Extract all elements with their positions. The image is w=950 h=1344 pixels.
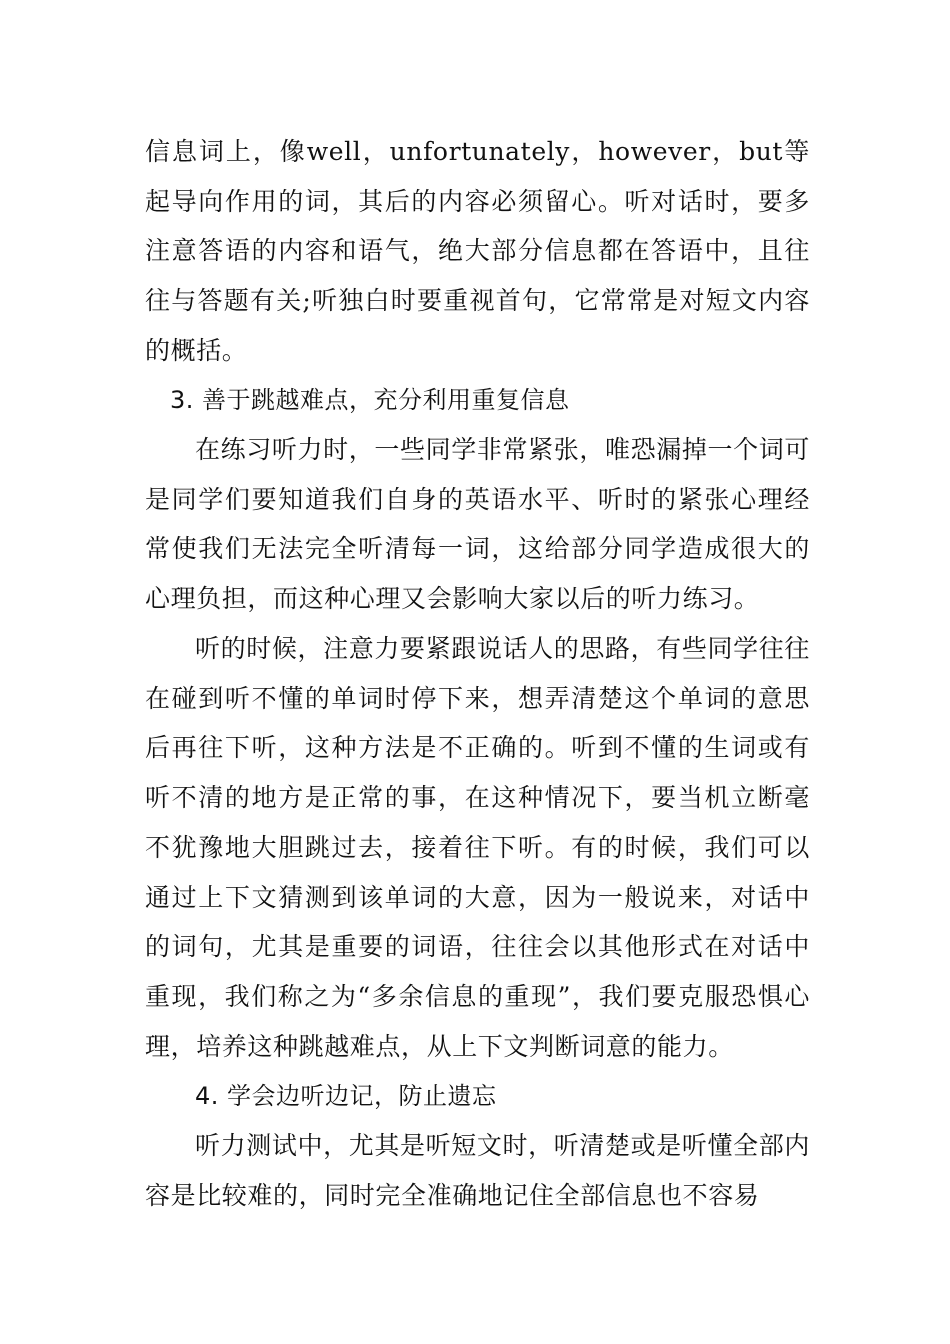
- paragraph-skip-difficulties: 听的时候，注意力要紧跟说话人的思路，有些同学往往在碰到听不懂的单词时停下来，想弄清楚这个单词的意思后再往下听，这种方法是不正确的。听到不懂的生词或有听不清的地方是正常的事，在这种情况下，要当机立断毫不犹豫地大胆跳过去，接着往下听。有的时候，我们可以通过上下文猜测到该单词的大意，因为一般说来，对话中的词句，尤其是重要的词语，往往会以其他形式在对话中重现，我们称之为“多余信息的重现”，我们要克服恐惧心理，培养这种跳越难点，从上下文判断词意的能力。: [145, 634, 810, 1061]
- paragraph-continuation: 信息词上，像well，unfortunately，however，but等起导向作用的词，其后的内容必须留心。听对话时，要多注意答语的内容和语气，绝大部分信息都在答语中，且往往与答题有关;听独白时要重视首句，它常常是对短文内容的概括。: [145, 137, 810, 365]
- section-heading-3: 3. 善于跳越难点，充分利用重复信息: [170, 386, 570, 414]
- section-heading-4: 4. 学会边听边记，防止遗忘: [195, 1082, 497, 1110]
- paragraph-practice-tension: 在练习听力时，一些同学非常紧张，唯恐漏掉一个词可是同学们要知道我们自身的英语水平、听时的紧张心理经常使我们无法完全听清每一词，这给部分同学造成很大的心理负担，而这种心理又会影响大家以后的听力练习。: [145, 435, 810, 614]
- paragraph-note-taking: 听力测试中，尤其是听短文时，听清楚或是听懂全部内容是比较难的，同时完全准确地记住全部信息也不容易: [145, 1131, 810, 1210]
